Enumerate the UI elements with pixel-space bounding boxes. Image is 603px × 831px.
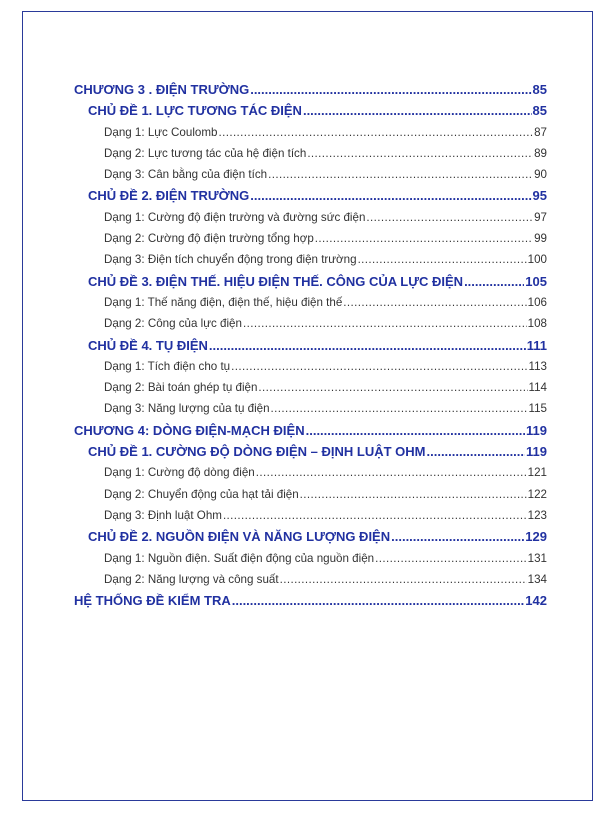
toc-entry-title: Dạng 1: Cường độ điện trường và đường sức điện [104, 210, 366, 224]
toc-topic-entry[interactable] [74, 441, 547, 462]
toc-subsection-entry[interactable] [74, 313, 547, 334]
toc-entry-title: Dạng 2: Bài toán ghép tụ điện [104, 381, 258, 395]
toc-page-number: 123 [527, 508, 547, 522]
toc-chapter-entry[interactable] [74, 420, 547, 441]
toc-page-number: 121 [527, 466, 547, 480]
dot-leader [223, 505, 527, 526]
dot-leader [243, 313, 527, 334]
toc-topic-entry[interactable] [74, 335, 547, 356]
dot-leader [231, 356, 527, 377]
table-of-contents [74, 79, 547, 611]
toc-page-number: 119 [526, 422, 547, 438]
toc-subsection-entry[interactable] [74, 398, 547, 419]
toc-subsection-entry[interactable] [74, 207, 547, 228]
toc-entry-title: CHỦ ĐỀ 4. TỤ ĐIỆN [88, 337, 208, 353]
toc-subsection-entry[interactable] [74, 249, 547, 270]
toc-entry-title: CHỦ ĐỀ 2. NGUỒN ĐIỆN VÀ NĂNG LƯỢNG ĐIỆN [88, 529, 391, 545]
dot-leader [271, 398, 528, 419]
toc-page-number: 119 [526, 444, 547, 460]
dot-leader [250, 185, 531, 206]
toc-entry-title: Dạng 3: Năng lượng của tụ điện [104, 402, 270, 416]
dot-leader [358, 249, 527, 270]
dot-leader [343, 292, 526, 313]
toc-page-number: 108 [527, 317, 547, 331]
toc-subsection-entry[interactable] [74, 356, 547, 377]
dot-leader [427, 441, 526, 462]
toc-entry-title: Dạng 2: Cường độ điện trường tổng hợp [104, 232, 314, 246]
dot-leader [464, 271, 524, 292]
toc-entry-title: Dạng 2: Chuyển động của hạt tải điện [104, 487, 299, 501]
toc-entry-title: Dạng 3: Cân bằng của điện tích [104, 168, 268, 182]
toc-entry-title: CHƯƠNG 3 . ĐIỆN TRƯỜNG [74, 82, 250, 97]
toc-subsection-entry[interactable] [74, 164, 547, 185]
toc-topic-entry[interactable] [74, 526, 547, 547]
toc-subsection-entry[interactable] [74, 569, 547, 590]
toc-topic-entry[interactable] [74, 271, 547, 292]
toc-topic-entry[interactable] [74, 185, 547, 206]
toc-page-number: 114 [528, 381, 547, 395]
toc-page-number: 105 [525, 273, 547, 289]
dot-leader [250, 79, 531, 100]
toc-entry-title: Dạng 2: Lực tương tác của hệ điện tích [104, 146, 307, 160]
toc-page-number: 134 [527, 572, 547, 586]
dot-leader [303, 100, 532, 121]
toc-page-number: 142 [525, 593, 547, 609]
toc-chapter-entry[interactable] [74, 79, 547, 100]
toc-entry-title: CHỦ ĐỀ 1. CƯỜNG ĐỘ DÒNG ĐIỆN – ĐỊNH LUẬT OHM [88, 444, 426, 460]
dot-leader [256, 462, 527, 483]
dot-leader [232, 590, 525, 611]
toc-entry-title: Dạng 3: Định luật Ohm [104, 508, 222, 522]
toc-page-number: 115 [528, 402, 547, 416]
toc-entry-title: CHỦ ĐỀ 3. ĐIỆN THẾ. HIỆU ĐIỆN THẾ. CÔNG CỦA LỰC ĐIỆN [88, 273, 464, 289]
dot-leader [307, 143, 533, 164]
toc-page-number: 97 [534, 210, 547, 224]
toc-entry-title: Dạng 2: Năng lượng và công suất [104, 572, 279, 586]
toc-entry-title: Dạng 1: Nguồn điện. Suất điện động của nguồn điện [104, 551, 375, 565]
toc-page-number: 122 [527, 487, 547, 501]
dot-leader [268, 164, 533, 185]
toc-page-number: 89 [534, 146, 547, 160]
toc-entry-title: CHỦ ĐỀ 1. LỰC TƯƠNG TÁC ĐIỆN [88, 103, 302, 119]
toc-page-number: 131 [527, 551, 547, 565]
dot-leader [258, 377, 527, 398]
toc-entry-title: CHƯƠNG 4: DÒNG ĐIỆN-MẠCH ĐIỆN [74, 422, 305, 438]
toc-page-number: 90 [534, 168, 547, 182]
toc-page-number: 129 [525, 529, 547, 545]
toc-page-number: 106 [527, 295, 547, 309]
toc-subsection-entry[interactable] [74, 505, 547, 526]
toc-entry-title: Dạng 1: Lực Coulomb [104, 125, 218, 139]
toc-subsection-entry[interactable] [74, 228, 547, 249]
toc-entry-title: CHỦ ĐỀ 2. ĐIỆN TRƯỜNG [88, 188, 250, 204]
toc-entry-title: Dạng 2: Công của lực điện [104, 317, 242, 331]
toc-entry-title: Dạng 1: Thế năng điện, điện thế, hiệu điện thế [104, 295, 343, 309]
toc-subsection-entry[interactable] [74, 122, 547, 143]
toc-entry-title: Dạng 3: Điện tích chuyển động trong điện trường [104, 253, 357, 267]
toc-subsection-entry[interactable] [74, 462, 547, 483]
toc-entry-title: HỆ THỐNG ĐỀ KIỂM TRA [74, 593, 231, 609]
toc-page-number: 87 [534, 125, 547, 139]
dot-leader [209, 335, 526, 356]
toc-subsection-entry[interactable] [74, 548, 547, 569]
dot-leader [315, 228, 533, 249]
toc-page-number: 111 [526, 337, 547, 353]
dot-leader [391, 526, 524, 547]
toc-entry-title: Dạng 1: Tích điện cho tụ [104, 359, 231, 373]
toc-chapter-entry[interactable] [74, 590, 547, 611]
dot-leader [280, 569, 527, 590]
toc-page-number: 85 [532, 82, 547, 97]
dot-leader [306, 420, 525, 441]
dot-leader [300, 484, 527, 505]
dot-leader [218, 122, 533, 143]
toc-entry-title: Dạng 1: Cường độ dòng điện [104, 466, 255, 480]
toc-page-number: 100 [527, 253, 547, 267]
toc-page-number: 99 [534, 232, 547, 246]
toc-page-number: 95 [532, 188, 547, 204]
toc-subsection-entry[interactable] [74, 484, 547, 505]
toc-topic-entry[interactable] [74, 100, 547, 121]
toc-subsection-entry[interactable] [74, 292, 547, 313]
dot-leader [375, 548, 527, 569]
toc-subsection-entry[interactable] [74, 143, 547, 164]
dot-leader [366, 207, 533, 228]
toc-subsection-entry[interactable] [74, 377, 547, 398]
toc-page-number: 113 [528, 359, 547, 373]
toc-page-number: 85 [532, 103, 547, 119]
